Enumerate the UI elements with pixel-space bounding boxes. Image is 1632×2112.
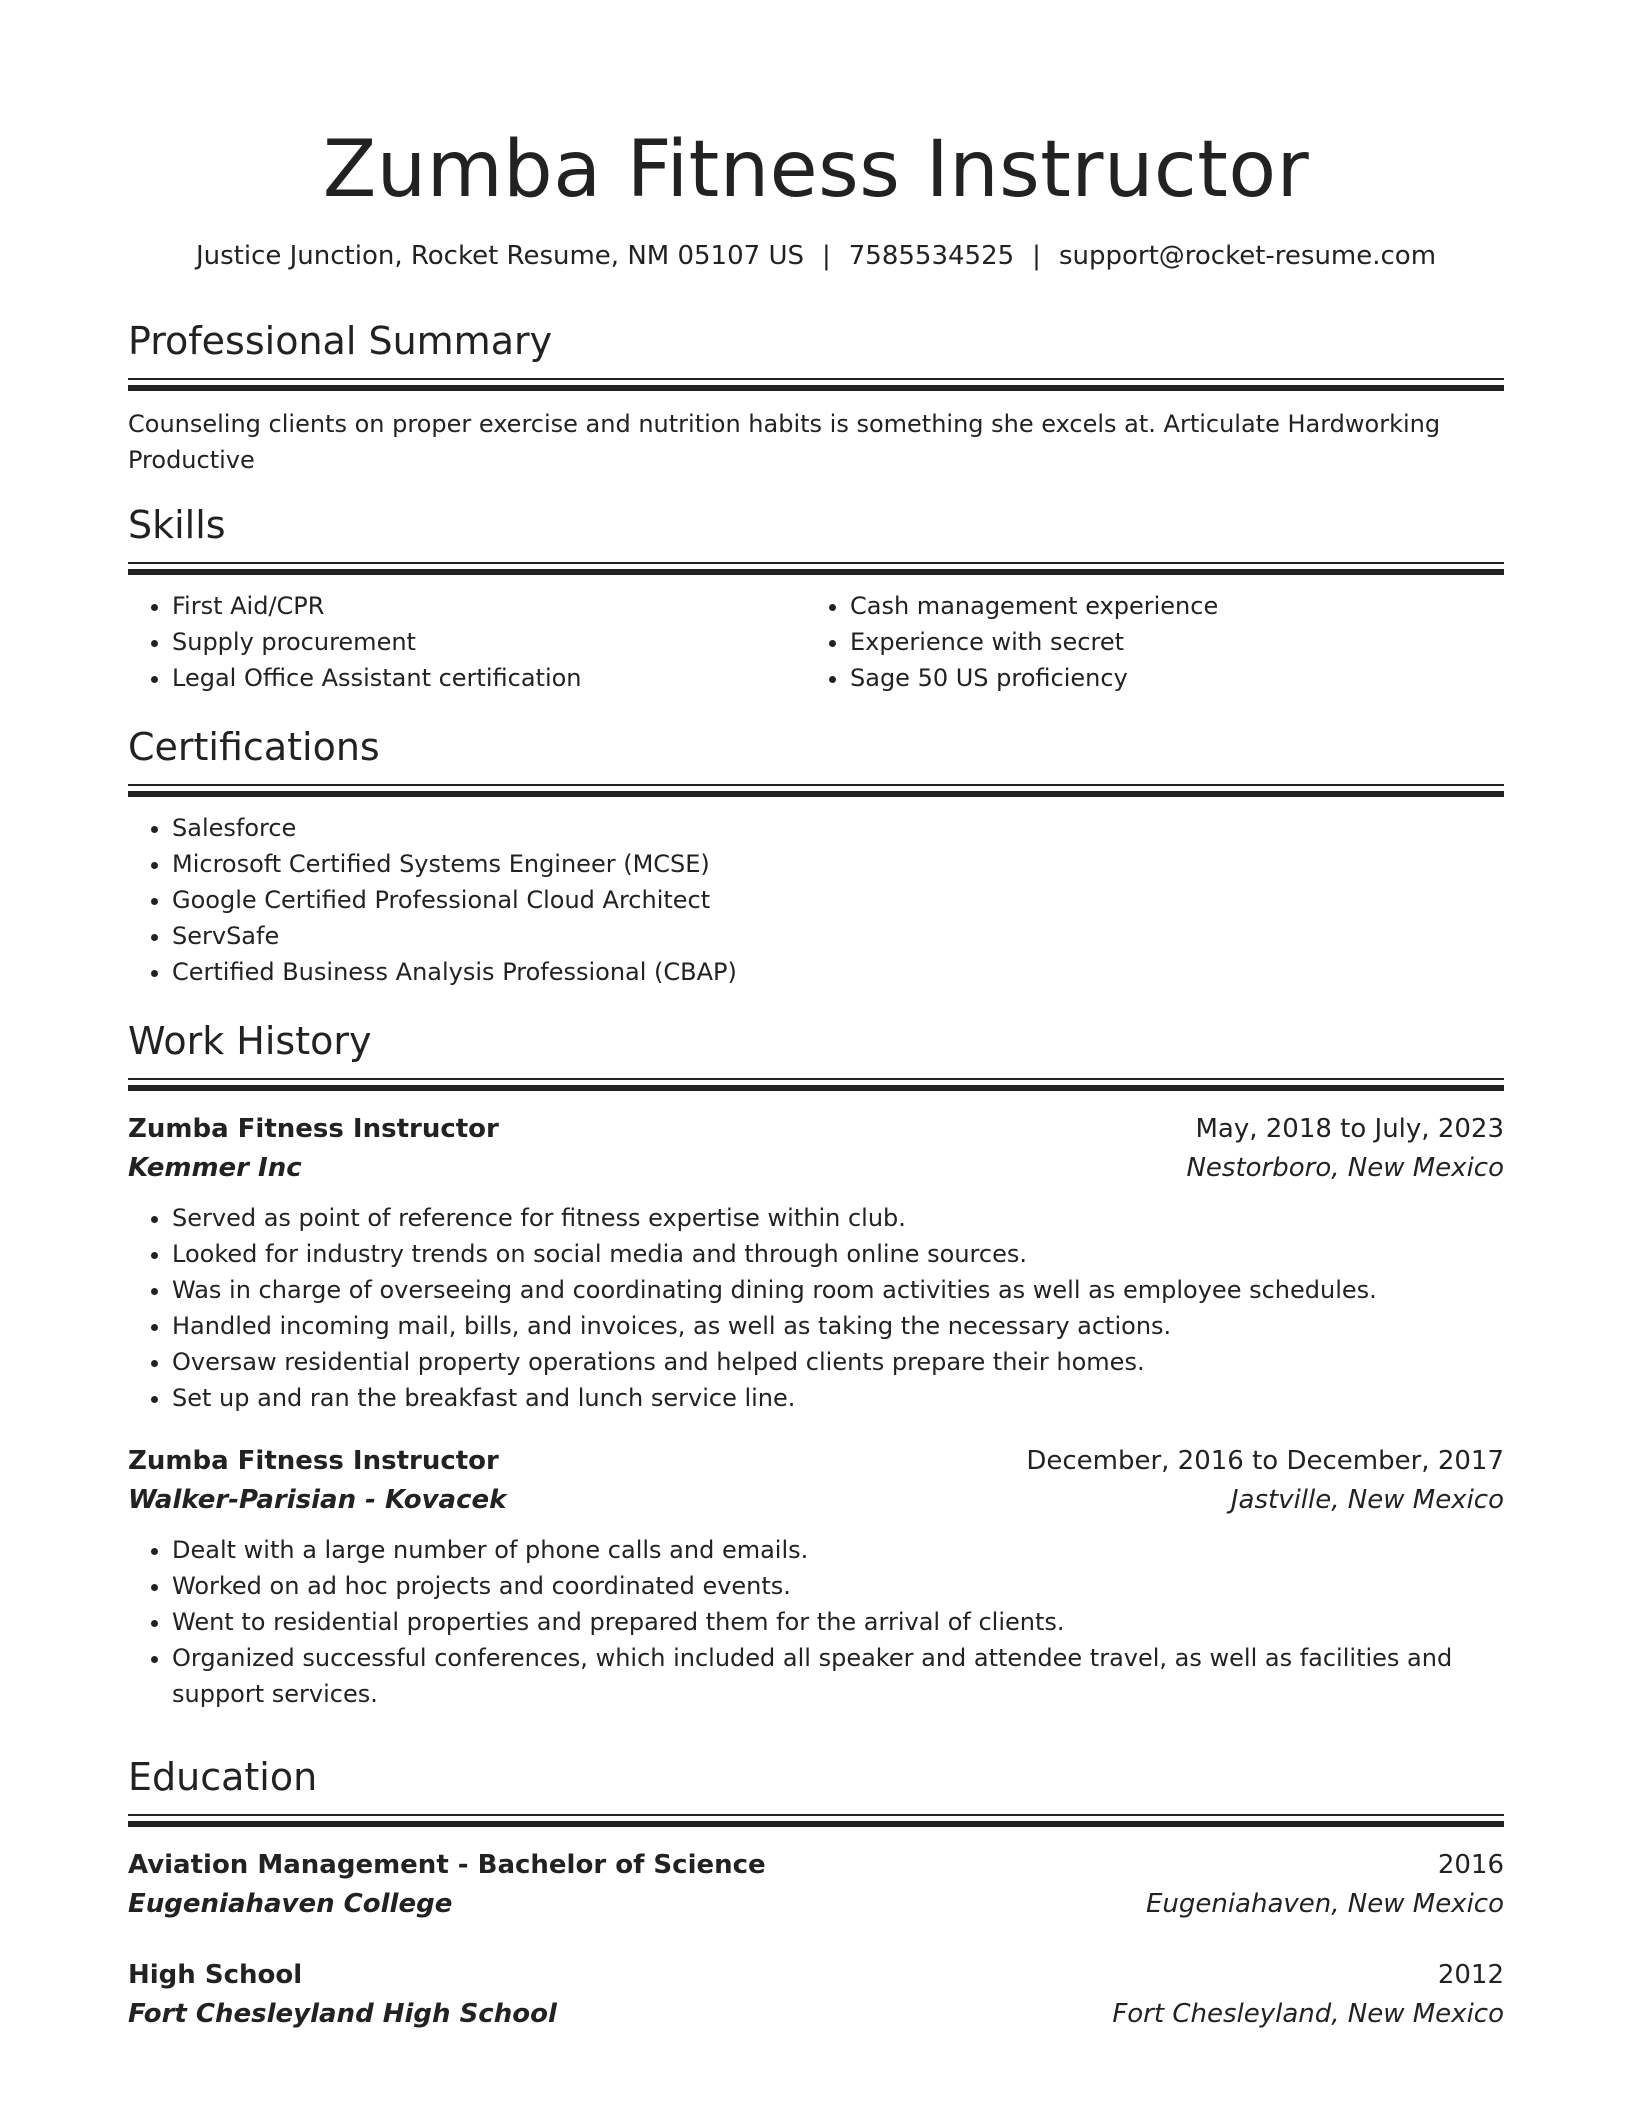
summary-text: Counseling clients on proper exercise and nutrition habits is something she excels at. Articulate Hardworking Productive xyxy=(128,410,1441,474)
certification-item: • Certified Business Analysis Professional (CBAP) xyxy=(172,954,1504,990)
skills-columns xyxy=(128,576,1504,696)
section-title-work-history: Work History xyxy=(128,1019,372,1063)
education-school: Eugeniahaven College xyxy=(128,1889,453,1919)
contact-line xyxy=(128,238,1504,274)
education-year: 2012 xyxy=(1437,1960,1504,1990)
job-company-row xyxy=(128,1149,1504,1188)
section-divider xyxy=(128,378,1504,392)
job-location: Nestorboro, New Mexico xyxy=(1186,1153,1504,1183)
job-company: Walker-Parisian - Kovacek xyxy=(128,1485,507,1515)
contact-separator: | xyxy=(1032,241,1041,271)
certifications-section xyxy=(128,722,1504,990)
certification-item: • ServSafe xyxy=(172,918,1504,954)
skill-item: • Supply procurement xyxy=(172,624,806,660)
summary-section xyxy=(128,316,1504,478)
education-year: 2016 xyxy=(1437,1850,1504,1880)
job-header-row xyxy=(128,1442,1504,1481)
job-role: Zumba Fitness Instructor xyxy=(128,1446,499,1476)
section-title-summary: Professional Summary xyxy=(128,319,553,363)
job-header-row xyxy=(128,1110,1504,1149)
section-divider xyxy=(128,1078,1504,1092)
job-duty: • Served as point of reference for fitness expertise within club. xyxy=(172,1200,1504,1236)
job-duty: • Worked on ad hoc projects and coordinated events. xyxy=(172,1568,1504,1604)
job-duties-list xyxy=(128,1532,1504,1712)
education-degree: High School xyxy=(128,1960,303,1990)
section-divider xyxy=(128,1814,1504,1828)
certification-item: • Salesforce xyxy=(172,810,1504,846)
skill-item: • First Aid/CPR xyxy=(172,588,806,624)
education-degree: Aviation Management - Bachelor of Science xyxy=(128,1850,766,1880)
education-header-row xyxy=(128,1846,1504,1885)
education-header-row xyxy=(128,1956,1504,1995)
resume-title: Zumba Fitness Instructor xyxy=(322,125,1310,215)
skill-item: • Legal Office Assistant certification xyxy=(172,660,806,696)
contact-phone: 7585534525 xyxy=(848,241,1015,271)
job-company-row xyxy=(128,1481,1504,1520)
job-duty: • Handled incoming mail, bills, and invoices, as well as taking the necessary actions. xyxy=(172,1308,1504,1344)
job-entry xyxy=(128,1110,1504,1416)
skills-section xyxy=(128,500,1504,696)
job-duty: • Set up and ran the breakfast and lunch service line. xyxy=(172,1380,1504,1416)
job-duty: • Was in charge of overseeing and coordinating dining room activities as well as employee schedules. xyxy=(172,1272,1504,1308)
job-duties-list xyxy=(128,1200,1504,1416)
job-duty: • Looked for industry trends on social media and through online sources. xyxy=(172,1236,1504,1272)
education-entry xyxy=(128,1846,1504,1924)
job-duty: • Dealt with a large number of phone calls and emails. xyxy=(172,1532,1504,1568)
education-school: Fort Chesleyland High School xyxy=(128,1999,557,2029)
job-role: Zumba Fitness Instructor xyxy=(128,1114,499,1144)
job-dates: May, 2018 to July, 2023 xyxy=(1195,1114,1504,1144)
work-history-section xyxy=(128,1016,1504,1712)
skill-item: • Sage 50 US proficiency xyxy=(850,660,1484,696)
skills-list-left xyxy=(128,588,806,696)
job-duty: • Organized successful conferences, which included all speaker and attendee travel, as well as facilities and support services. xyxy=(172,1640,1504,1712)
section-divider xyxy=(128,562,1504,576)
contact-address: Justice Junction, Rocket Resume, NM 05107 US xyxy=(195,241,804,271)
job-duty: • Went to residential properties and prepared them for the arrival of clients. xyxy=(172,1604,1504,1640)
education-location: Fort Chesleyland, New Mexico xyxy=(1112,1999,1504,2029)
skills-list-right xyxy=(806,588,1484,696)
education-school-row xyxy=(128,1885,1504,1924)
contact-email: support@rocket-resume.com xyxy=(1058,241,1437,271)
job-company: Kemmer Inc xyxy=(128,1153,302,1183)
skill-item: • Cash management experience xyxy=(850,588,1484,624)
education-location: Eugeniahaven, New Mexico xyxy=(1145,1889,1504,1919)
contact-separator: | xyxy=(821,241,831,271)
education-entry xyxy=(128,1956,1504,2034)
job-duty: • Oversaw residential property operations and helped clients prepare their homes. xyxy=(172,1344,1504,1380)
certifications-list xyxy=(128,810,1504,990)
job-entry xyxy=(128,1442,1504,1712)
section-divider xyxy=(128,784,1504,798)
certification-item: • Google Certified Professional Cloud Architect xyxy=(172,882,1504,918)
section-title-certifications: Certifications xyxy=(128,725,380,769)
education-school-row xyxy=(128,1995,1504,2034)
section-title-education: Education xyxy=(128,1755,318,1799)
job-location: Jastville, New Mexico xyxy=(1230,1485,1504,1515)
job-dates: December, 2016 to December, 2017 xyxy=(1026,1446,1504,1476)
section-title-skills: Skills xyxy=(128,503,226,547)
certification-item: • Microsoft Certified Systems Engineer (MCSE) xyxy=(172,846,1504,882)
education-section xyxy=(128,1752,1504,2034)
skill-item: • Experience with secret xyxy=(850,624,1484,660)
